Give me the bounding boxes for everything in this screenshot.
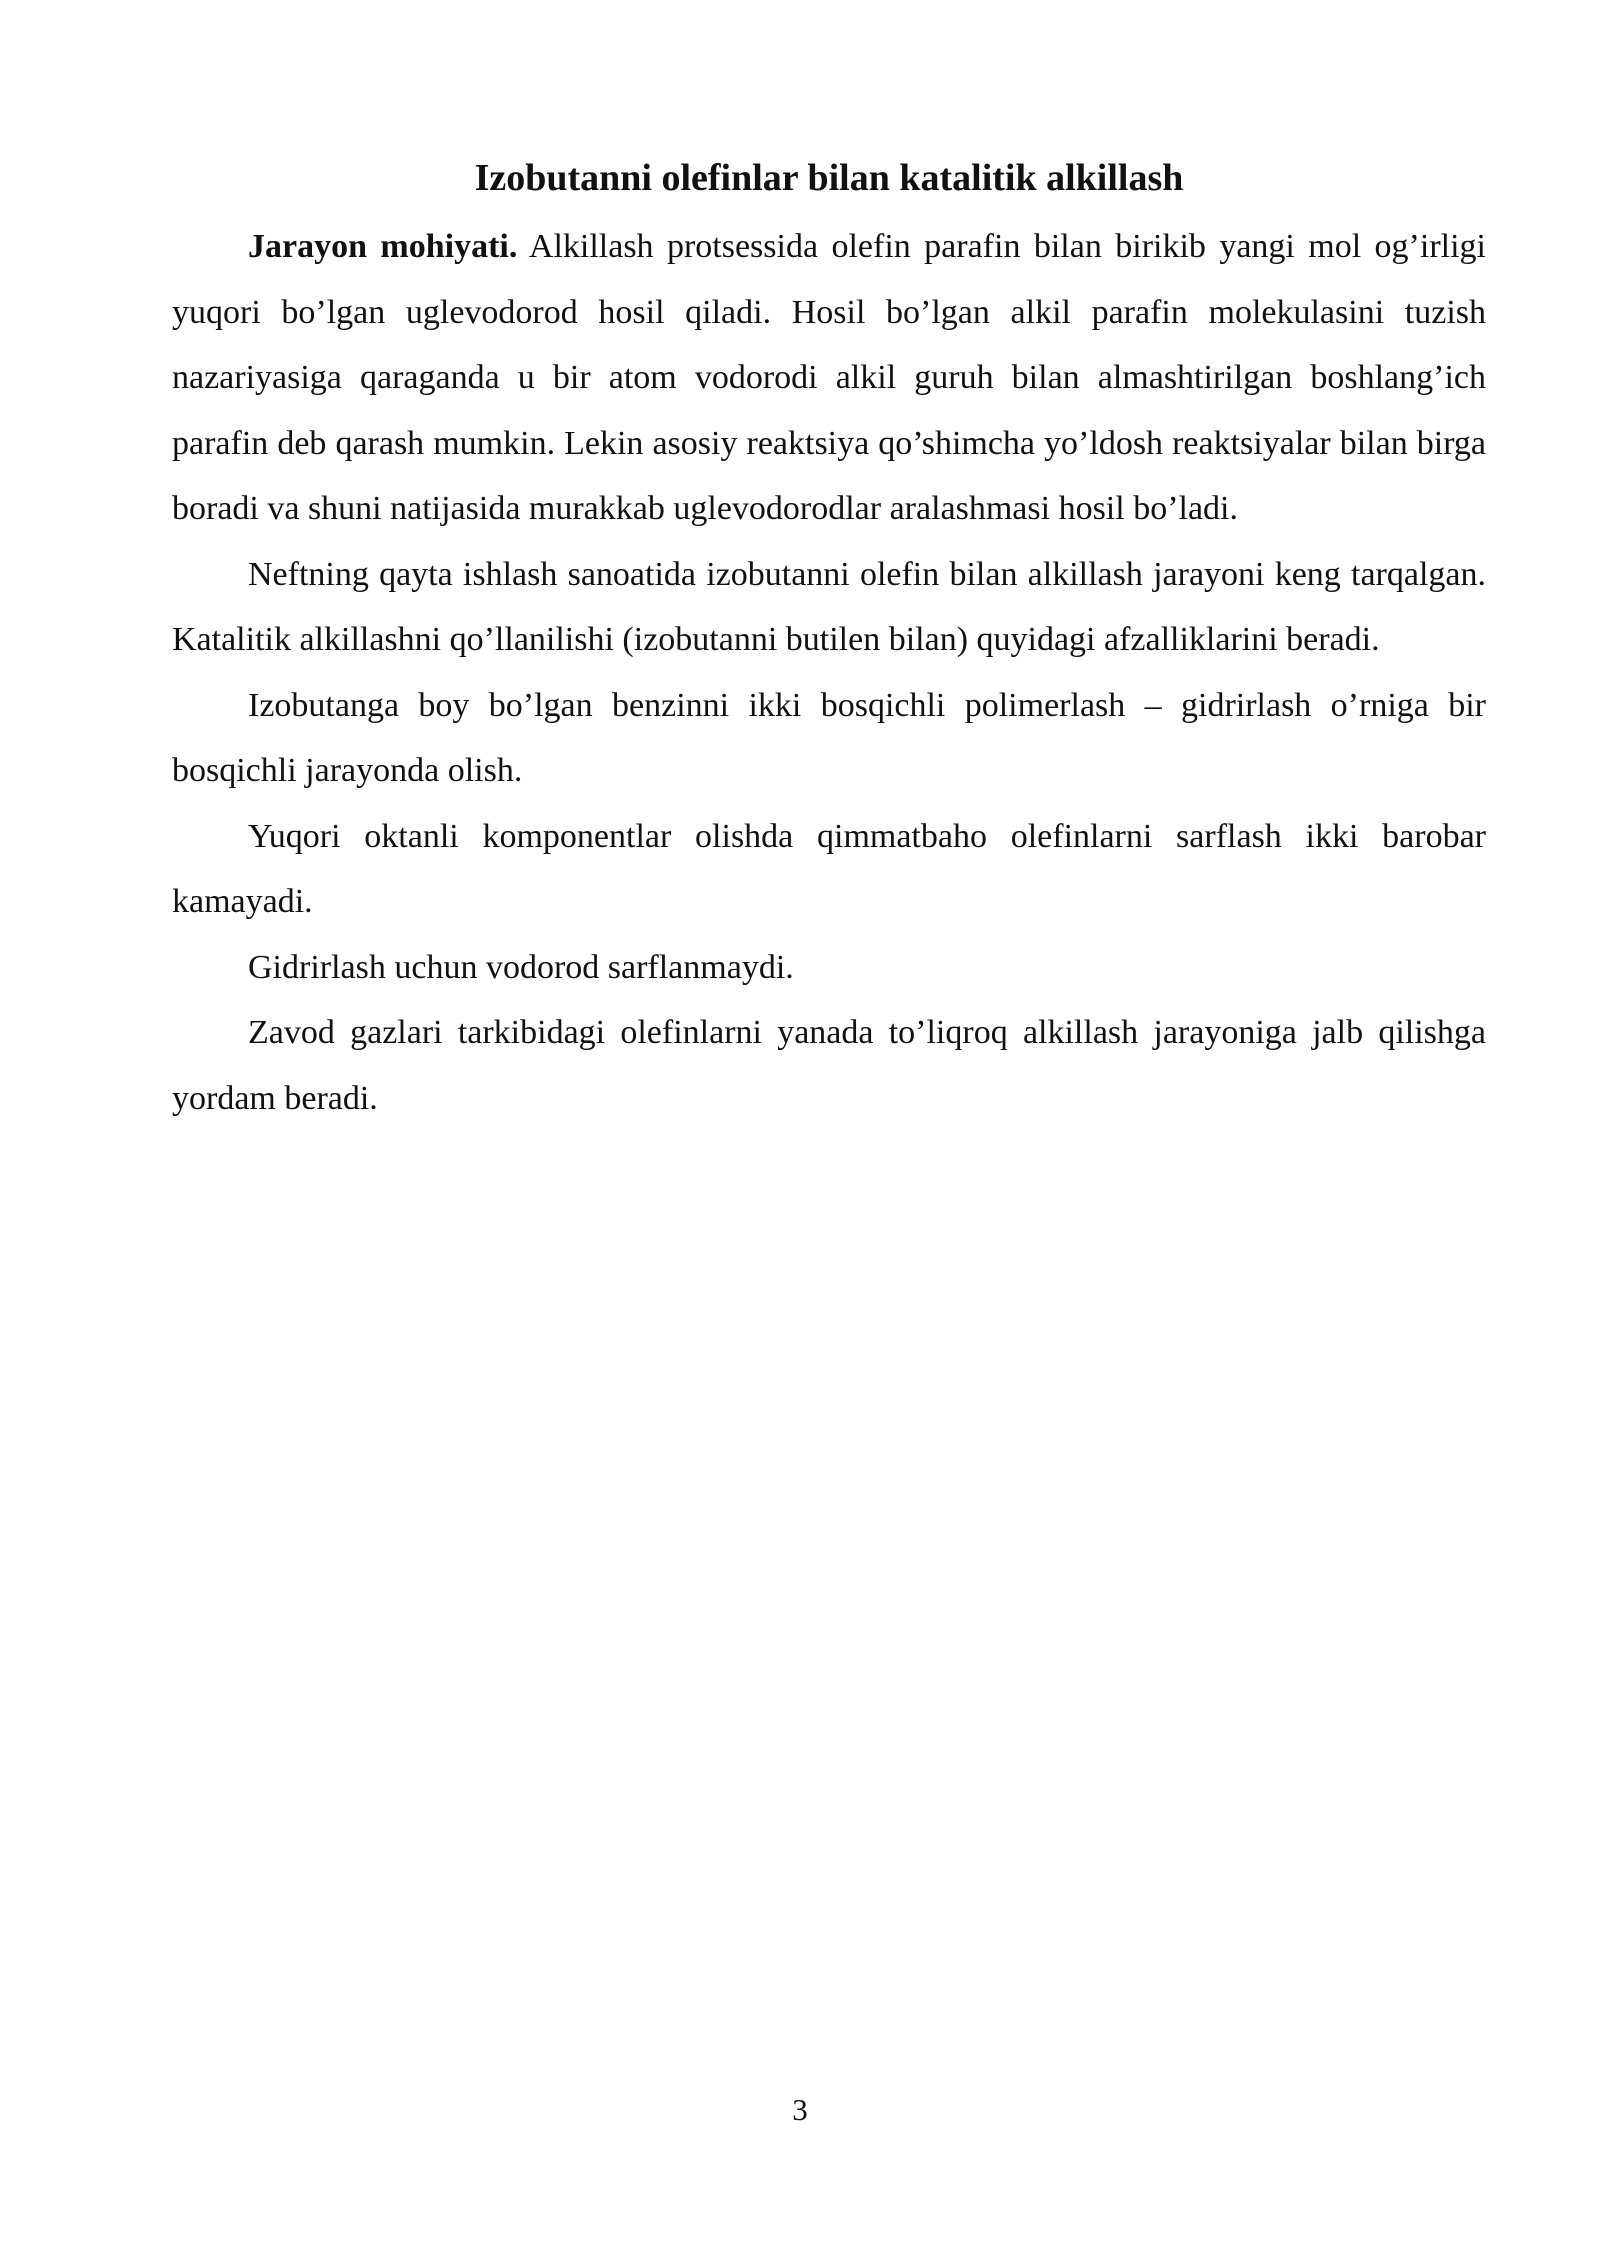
intro-paragraph <box>172 214 1486 542</box>
page-content <box>172 148 1486 1131</box>
intro-text: Alkillash protsessida olefin parafin bilan birikib yangi mol og’irligi yuqori bo’lgan uglevodorod hosil qiladi. Hosil bo’lgan alkil parafin molekulasini tuzish nazariyasiga qaraganda u bir atom vodorodi alkil guruh bilan almashtirilgan boshlang’ich parafin deb qarash mumkin. Lekin asosiy reaktsiya qo’shimcha yo’ldosh reaktsiyalar bilan birga boradi va shuni natijasida murakkab uglevodorodlar aralashmasi hosil bo’ladi. <box>172 228 1486 527</box>
page-number: 3 <box>792 2092 808 2127</box>
paragraph-olefin-savings: Yuqori oktanli komponentlar olishda qimmatbaho olefinlarni sarflash ikki barobar kamayadi. <box>172 817 1486 920</box>
paragraph-refining: Neftning qayta ishlash sanoatida izobutanni olefin bilan alkillash jarayoni keng tarqalgan. Katalitik alkillashni qo’llanilishi (izobutanni butilen bilan) quyidagi afzalliklarini beradi. <box>172 555 1486 658</box>
document-title: Izobutanni olefinlar bilan katalitik alkillash <box>474 157 1184 199</box>
paragraph-plant-gases: Zavod gazlari tarkibidagi olefinlarni yanada to’liqroq alkillash jarayoniga jalb qilishga yordam beradi. <box>172 1014 1486 1117</box>
paragraph-one-step-process: Izobutanga boy bo’lgan benzinni ikki bosqichli polimerlash – gidrirlash o’rniga bir bosqichli jarayonda olish. <box>172 686 1486 789</box>
paragraph-no-hydrogen: Gidrirlash uchun vodorod sarflanmaydi. <box>248 948 794 986</box>
intro-lead: Jarayon mohiyati. <box>248 228 518 265</box>
